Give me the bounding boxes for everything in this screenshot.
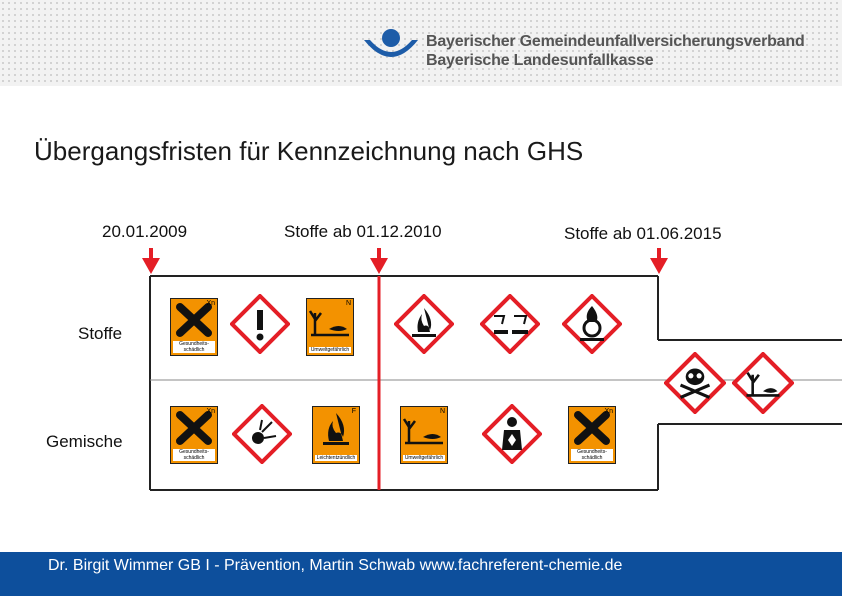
symbol-caption: Gesundheits-schädlich	[173, 341, 215, 353]
ghs-explosive-icon	[232, 404, 292, 464]
old-symbol-xn-gemische	[170, 406, 218, 464]
date-label-2010: Stoffe ab 01.12.2010	[284, 222, 442, 241]
symbol-code: F	[351, 408, 356, 415]
symbol-code: Xn	[206, 300, 215, 307]
date-label-2009: 20.01.2009	[102, 222, 188, 241]
org-line-1: Bayerischer Gemeindeunfallversicherungsverband	[426, 33, 805, 50]
old-symbol-n-stoffe	[306, 298, 354, 356]
old-symbol-xn-gemische-2	[568, 406, 616, 464]
ghs-oxidizing-icon	[562, 294, 622, 354]
ghs-health-hazard-icon	[482, 404, 542, 464]
ghs-skull-icon	[664, 352, 726, 414]
symbol-caption: Gesundheits-schädlich	[173, 449, 215, 461]
ghs-corrosion-icon	[480, 294, 540, 354]
symbol-code: N	[345, 300, 351, 307]
old-symbol-n-gemische	[400, 406, 448, 464]
symbol-caption: Gesundheits-schädlich	[571, 449, 613, 461]
row-label-gemische: Gemische	[46, 432, 123, 451]
row-label-stoffe: Stoffe	[78, 324, 123, 343]
symbol-code: N	[439, 408, 445, 415]
old-symbol-f-gemische	[312, 406, 360, 464]
symbol-caption: Leichtentzündlich	[316, 455, 356, 461]
ghs-exclamation-icon	[230, 294, 290, 354]
footer-credits: Dr. Birgit Wimmer GB I - Prävention, Martin Schwab www.fachreferent-chemie.de	[48, 557, 623, 574]
page-title: Übergangsfristen für Kennzeichnung nach GHS	[34, 136, 584, 166]
org-line-2: Bayerische Landesunfallkasse	[426, 52, 654, 69]
old-symbol-xn-stoffe	[170, 298, 218, 356]
date-label-2015: Stoffe ab 01.06.2015	[564, 224, 722, 243]
symbol-caption: Umweltgefährlich	[310, 347, 350, 353]
symbol-code: Xn	[604, 408, 613, 415]
ghs-environment-icon	[732, 352, 794, 414]
symbol-caption: Umweltgefährlich	[404, 455, 444, 461]
symbol-code: Xn	[206, 408, 215, 415]
footer-bar	[0, 552, 842, 596]
ghs-flame-icon	[394, 294, 454, 354]
